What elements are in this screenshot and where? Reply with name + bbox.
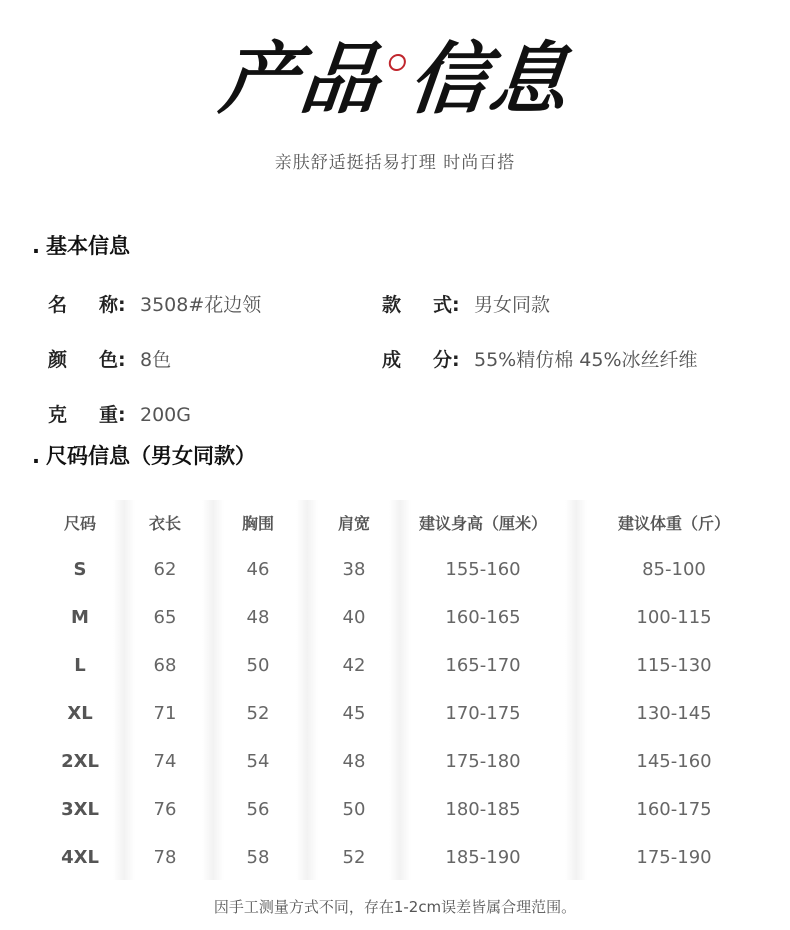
size-label-cell: S <box>73 559 87 580</box>
size-info-heading <box>32 440 256 470</box>
table-cell: 170-175 <box>445 703 521 724</box>
basic-info-heading <box>32 230 130 260</box>
label-char: 克 <box>48 404 68 426</box>
label-colon: : <box>452 349 460 371</box>
info-style-value: 男女同款 <box>474 294 551 316</box>
table-cell: 46 <box>246 559 270 580</box>
table-cell: 165-170 <box>445 655 521 676</box>
table-cell: 52 <box>342 847 366 868</box>
size-label-cell: M <box>71 607 89 628</box>
label-char: 重 <box>99 404 119 426</box>
size-label-cell: 3XL <box>61 799 99 820</box>
table-cell: 160-175 <box>636 799 712 820</box>
info-style-label <box>382 290 474 317</box>
label-colon: : <box>452 294 460 316</box>
label-char: 颜 <box>48 349 68 371</box>
title-left: 产品 <box>215 34 386 125</box>
info-name-value: 3508#花边领 <box>140 294 262 316</box>
label-char: 称 <box>99 294 119 316</box>
label-colon: : <box>118 349 126 371</box>
table-cell: 50 <box>342 799 366 820</box>
table-cell: 180-185 <box>445 799 521 820</box>
table-header-cell: 肩宽 <box>337 514 370 533</box>
info-weight-value: 200G <box>140 404 191 426</box>
table-cell: 175-180 <box>445 751 521 772</box>
label-colon: : <box>118 404 126 426</box>
label-char: 成 <box>382 349 402 371</box>
table-header-cell: 建议身高（厘米） <box>418 514 547 533</box>
table-cell: 42 <box>342 655 366 676</box>
table-cell: 175-190 <box>636 847 712 868</box>
info-color <box>48 345 171 372</box>
info-color-value: 8色 <box>140 349 172 371</box>
table-cell: 52 <box>246 703 270 724</box>
table-cell: 38 <box>342 559 366 580</box>
table-cell: 68 <box>153 655 177 676</box>
table-cell: 40 <box>342 607 366 628</box>
size-label-cell: XL <box>67 703 93 724</box>
label-char: 名 <box>48 294 68 316</box>
info-composition-label <box>382 345 474 372</box>
info-name <box>48 290 261 317</box>
size-info-heading-text: 尺码信息（男女同款） <box>45 444 256 468</box>
table-cell: 130-145 <box>636 703 712 724</box>
table-cell: 65 <box>153 607 177 628</box>
table-header-cell: 胸围 <box>241 514 274 533</box>
measurement-footnote: 因手工测量方式不同，存在1-2cm误差皆属合理范围。 <box>213 898 577 916</box>
info-color-label <box>48 345 140 372</box>
table-cell: 115-130 <box>636 655 712 676</box>
info-composition <box>382 345 698 372</box>
table-cell: 74 <box>153 751 177 772</box>
label-char: 色 <box>99 349 119 371</box>
bullet-dot-icon: . <box>32 444 40 468</box>
basic-info-heading-text: 基本信息 <box>45 234 130 258</box>
info-weight-label <box>48 400 140 427</box>
table-cell: 48 <box>246 607 270 628</box>
table-cell: 76 <box>153 799 177 820</box>
info-composition-value: 55%精仿棉 45%冰丝纤维 <box>474 349 698 371</box>
table-cell: 71 <box>153 703 177 724</box>
table-cell: 100-115 <box>636 607 712 628</box>
size-label-cell: 4XL <box>61 847 99 868</box>
table-cell: 145-160 <box>636 751 712 772</box>
bullet-dot-icon: . <box>32 234 40 258</box>
table-header-cell: 尺码 <box>63 514 96 533</box>
table-cell: 58 <box>246 847 270 868</box>
table-header-cell: 建议体重（斤） <box>617 514 730 533</box>
table-cell: 155-160 <box>445 559 521 580</box>
table-cell: 48 <box>342 751 366 772</box>
size-label-cell: L <box>74 655 86 676</box>
subtitle: 亲肤舒适挺括易打理 时尚百搭 <box>274 153 516 173</box>
table-cell: 50 <box>246 655 270 676</box>
info-weight <box>48 400 191 427</box>
size-table <box>40 500 760 880</box>
red-circle-icon <box>387 54 406 71</box>
table-cell: 185-190 <box>445 847 521 868</box>
table-header-cell: 衣长 <box>148 514 181 533</box>
title-right: 信息 <box>404 34 575 125</box>
info-style <box>382 290 550 317</box>
table-cell: 160-165 <box>445 607 521 628</box>
label-char: 式 <box>433 294 453 316</box>
table-cell: 56 <box>246 799 270 820</box>
label-colon: : <box>118 294 126 316</box>
table-cell: 62 <box>153 559 177 580</box>
size-label-cell: 2XL <box>61 751 99 772</box>
table-cell: 54 <box>246 751 270 772</box>
table-cell: 85-100 <box>642 559 706 580</box>
label-char: 款 <box>382 294 402 316</box>
page-title <box>0 30 790 130</box>
table-cell: 78 <box>153 847 177 868</box>
info-name-label <box>48 290 140 317</box>
label-char: 分 <box>433 349 453 371</box>
table-cell: 45 <box>342 703 366 724</box>
